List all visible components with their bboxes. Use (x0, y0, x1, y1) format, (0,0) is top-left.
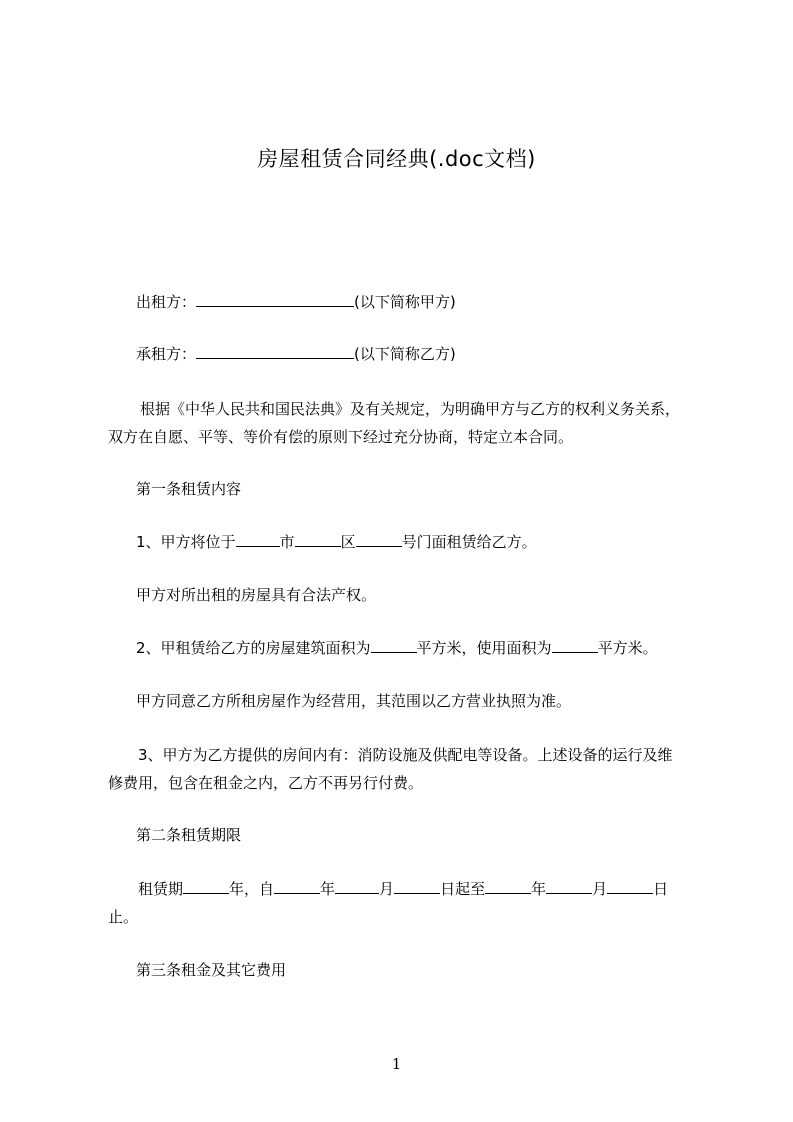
lessee-suffix: (以下简称乙方) (354, 345, 456, 363)
item1-district: 区 (340, 533, 356, 551)
term-blank-start-year (274, 878, 320, 894)
item1-suffix: 号门面租赁给乙方。 (401, 533, 537, 551)
term-year3: 年 (531, 880, 547, 898)
term-year2: 年 (320, 880, 336, 898)
ownership-line: 甲方对所出租的房屋具有合法产权。 (136, 586, 377, 604)
item1-blank-city (236, 531, 280, 547)
item2-mid: 平方米，使用面积为 (416, 639, 552, 657)
usage-line: 甲方同意乙方所租房屋作为经营用，其范围以乙方营业执照为准。 (136, 692, 572, 710)
item3-line-2: 修费用，包含在租金之内，乙方不再另行付费。 (108, 774, 424, 792)
term-line-1 (108, 874, 728, 904)
term-prefix: 租赁期 (138, 880, 184, 898)
item2-line (108, 633, 726, 663)
term-blank-end-day (607, 878, 653, 894)
term-month2: 月 (592, 880, 608, 898)
item1-blank-district (295, 531, 341, 547)
term-blank-end-year (485, 878, 531, 894)
item3-line-1: 3、甲方为乙方提供的房间内有：消防设施及供配电等设备。上述设备的运行及维 (138, 746, 673, 764)
lessor-suffix: (以下简称甲方) (354, 293, 456, 311)
term-month1: 月 (379, 880, 395, 898)
lessor-blank (196, 291, 354, 307)
lessee-blank (196, 343, 354, 359)
term-blank-end-month (546, 878, 592, 894)
article3-heading: 第三条租金及其它费用 (136, 961, 287, 979)
term-line-2: 止。 (108, 908, 139, 926)
article1-heading: 第一条租赁内容 (136, 480, 242, 498)
term-blank-start-day (394, 878, 440, 894)
item2-suffix: 平方米。 (597, 639, 658, 657)
term-year1: 年，自 (229, 880, 275, 898)
lessor-label: 出租方： (136, 293, 197, 311)
item1-prefix: 1、甲方将位于 (136, 533, 236, 551)
term-blank-start-month (335, 878, 379, 894)
item1-line (108, 527, 726, 557)
term-day: 日 (653, 880, 669, 898)
lessor-line (108, 287, 726, 317)
item2-blank-building-area (371, 637, 417, 653)
lessee-label: 承租方： (136, 345, 197, 363)
document-title: 房屋租赁合同经典(.doc文档) (257, 147, 536, 171)
item2-blank-usable-area (552, 637, 598, 653)
preamble-line-2: 双方在自愿、平等、等价有偿的原则下经过充分协商，特定立本合同。 (108, 428, 574, 446)
article2-heading: 第二条租赁期限 (136, 826, 242, 844)
item1-city: 市 (279, 533, 295, 551)
page-number: 1 (391, 1055, 402, 1073)
lessee-line (108, 339, 726, 369)
preamble-line-1: 根据《中华人民共和国民法典》及有关规定，为明确甲方与乙方的权利义务关系， (140, 400, 681, 418)
term-from: 日起至 (440, 880, 486, 898)
term-blank-years (183, 878, 229, 894)
item2-prefix: 2、甲租赁给乙方的房屋建筑面积为 (136, 639, 371, 657)
item1-blank-number (356, 531, 402, 547)
